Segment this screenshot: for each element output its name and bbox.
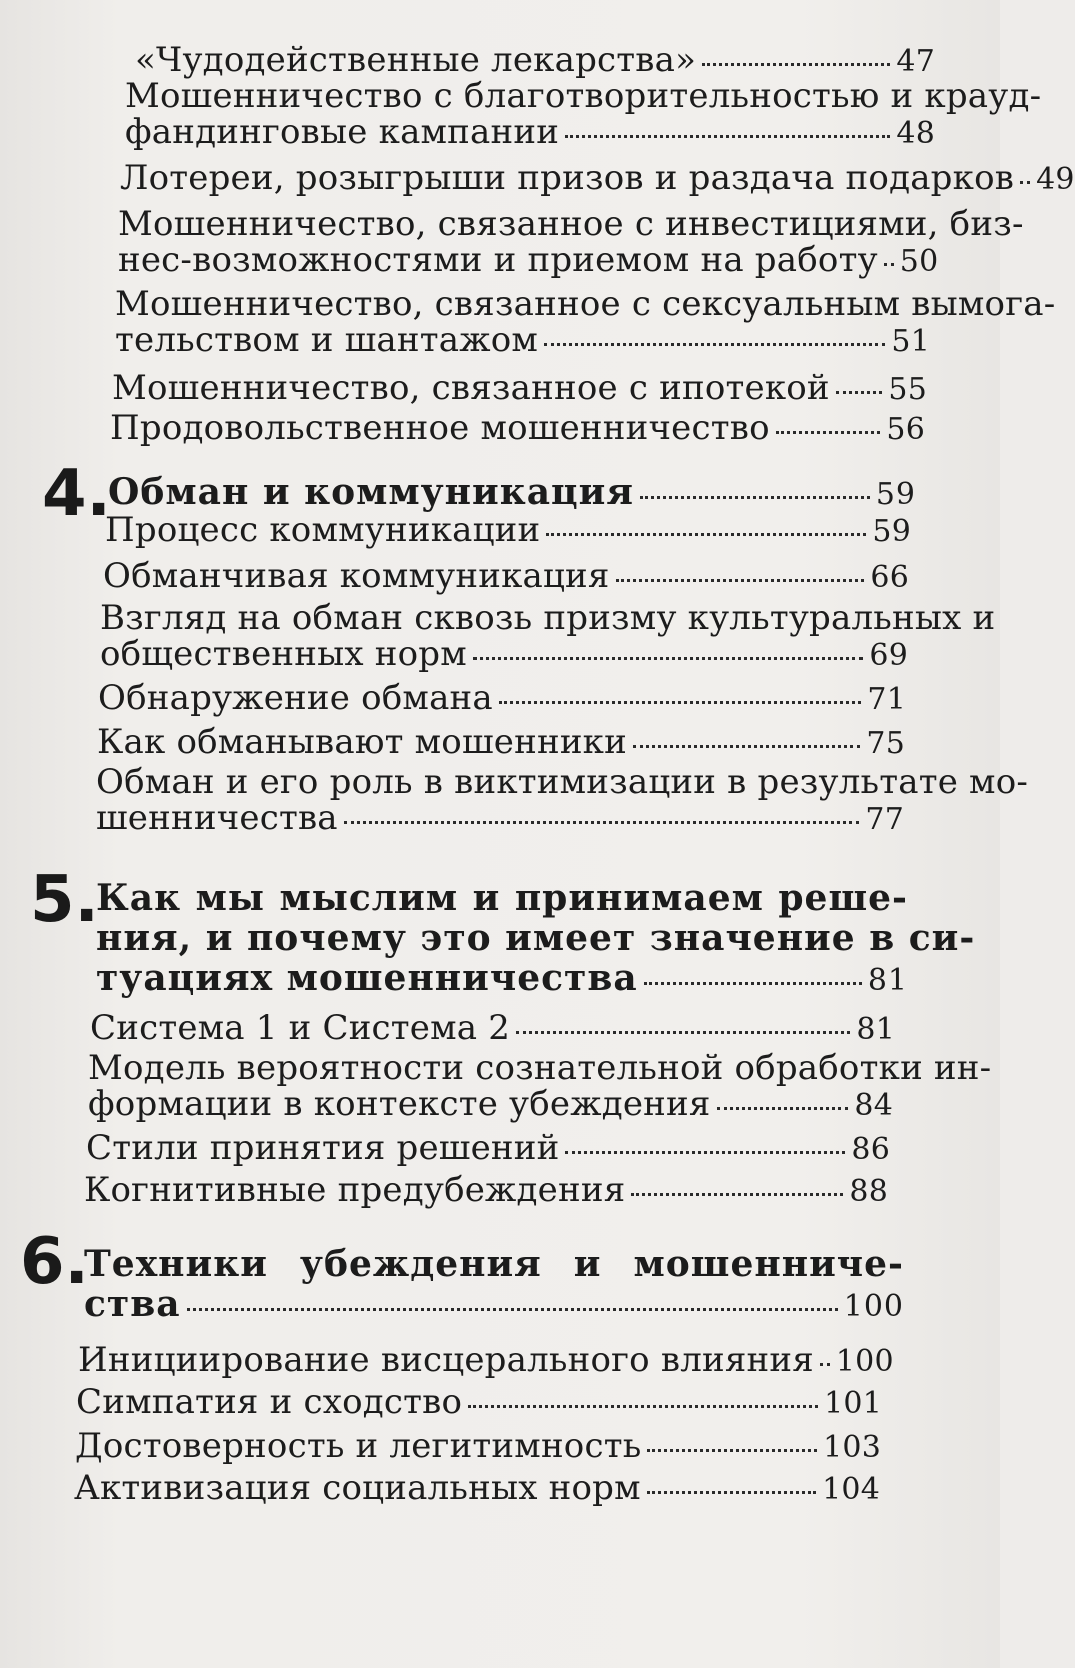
page-number: 47 [896, 44, 935, 79]
toc-entry-last-line [125, 114, 935, 152]
dot-leader [647, 1449, 817, 1452]
toc-entry[interactable] [135, 42, 935, 80]
chapter-title [108, 472, 916, 515]
toc-entry-title: Когнитивные предубеждения [84, 1170, 626, 1210]
toc-entry[interactable] [98, 680, 906, 718]
toc-entry-last-line [98, 680, 906, 718]
dot-leader [499, 701, 862, 704]
toc-entry-title: общественных норм [100, 634, 467, 674]
toc-entry-title: Активизация социальных норм [74, 1468, 641, 1508]
page-number: 66 [870, 560, 909, 595]
toc-entry[interactable] [90, 1010, 895, 1048]
toc-entry[interactable] [97, 724, 905, 762]
toc-entry-last-line [97, 724, 905, 762]
toc-entry-title: Система 1 и Система 2 [90, 1008, 511, 1048]
toc-entry-title: нес-возможностями и приемом на работу [118, 240, 878, 280]
toc-entry-last-line [88, 1086, 893, 1124]
toc-entry-last-line [76, 1384, 882, 1422]
chapter-number: 4. [42, 457, 111, 531]
page-number: 71 [867, 682, 906, 717]
page-number: 84 [854, 1088, 893, 1123]
chapter-title-line: Как мы мыслим и принимаем реше- [96, 877, 908, 919]
page-number: 77 [865, 802, 904, 837]
dot-leader [616, 579, 865, 582]
page-number: 100 [843, 1289, 904, 1324]
toc-entry-last-line [75, 1428, 881, 1466]
toc-entry[interactable] [76, 1384, 882, 1422]
dot-leader [820, 1363, 830, 1366]
toc-entry-line: Взгляд на обман сквозь призму культуральных и [100, 598, 996, 638]
toc-entry-last-line [86, 1130, 890, 1168]
dot-leader [884, 263, 894, 266]
chapter-title-last-line [84, 1284, 904, 1327]
toc-entry-title: Инициирование висцерального влияния [78, 1340, 814, 1380]
toc-entry-title: Обнаружение обмана [98, 678, 493, 718]
chapter-title-text: туациях мошенничества [96, 957, 638, 999]
chapter-heading[interactable] [0, 1225, 1000, 1325]
toc-entry[interactable] [88, 1048, 992, 1124]
dot-leader [1020, 181, 1030, 184]
page-number: 103 [823, 1430, 881, 1465]
dot-leader [516, 1031, 850, 1034]
dot-leader [633, 745, 860, 748]
chapter-title-text: Обман и коммуникация [108, 471, 634, 513]
toc-entry[interactable] [100, 598, 996, 674]
toc-entry-title: Обманчивая коммуникация [103, 556, 610, 596]
toc-entry[interactable] [118, 204, 1024, 280]
page-number: 51 [891, 324, 930, 359]
toc-entry-title: фандинговые кампании [125, 112, 560, 152]
chapter-title [84, 1244, 904, 1327]
toc-entry[interactable] [96, 762, 1029, 838]
page-number: 81 [856, 1012, 895, 1047]
chapter-number: 6. [20, 1225, 89, 1299]
toc-entry-last-line [74, 1470, 880, 1508]
page-number: 100 [835, 1344, 894, 1379]
toc-entry[interactable] [125, 76, 1042, 152]
chapter-title-text: ства [84, 1283, 181, 1325]
toc-entry-last-line [135, 42, 935, 80]
toc-entry[interactable] [110, 410, 925, 448]
toc-entry-last-line [115, 322, 930, 360]
page-number: 75 [866, 726, 905, 761]
page-number: 50 [899, 244, 939, 279]
toc-entry[interactable] [120, 158, 1075, 198]
page-number: 69 [869, 638, 908, 673]
toc-entry[interactable] [78, 1340, 894, 1380]
page-number: 104 [822, 1472, 880, 1507]
toc-entry-title: Мошенничество, связанное с ипотекой [112, 368, 830, 408]
toc-entry-last-line [120, 158, 1075, 198]
dot-leader [776, 431, 881, 434]
toc-entry[interactable] [115, 284, 1056, 360]
toc-entry[interactable] [105, 512, 911, 550]
dot-leader [473, 657, 864, 660]
chapter-title-line: Техники убеждения и мошенниче- [84, 1243, 904, 1285]
toc-entry-line: Модель вероятности сознательной обработки ин- [88, 1048, 992, 1088]
toc-entry[interactable] [86, 1130, 890, 1168]
page-number: 49 [1036, 162, 1075, 197]
page-number: 59 [875, 477, 916, 512]
dot-leader [344, 821, 860, 824]
dot-leader [565, 1151, 845, 1154]
toc-entry-title: Стили принятия решений [86, 1128, 560, 1168]
toc-entry-last-line [84, 1172, 888, 1210]
toc-entry-title: «Чудодейственные лекарства» [135, 40, 697, 80]
toc-entry-last-line [112, 370, 927, 408]
dot-leader [717, 1107, 849, 1110]
toc-entry[interactable] [112, 370, 927, 408]
toc-entry[interactable] [103, 558, 909, 596]
toc-entry-title: Как обманывают мошенники [97, 722, 627, 762]
dot-leader [544, 343, 885, 346]
page-number: 101 [824, 1386, 882, 1421]
dot-leader [836, 391, 883, 394]
dot-leader [468, 1405, 818, 1408]
page-number: 88 [849, 1174, 888, 1209]
toc-entry-line: Мошенничество, связанное с сексуальным вымога- [115, 284, 1056, 324]
page-number: 56 [886, 412, 925, 447]
toc-entry-title: Лотереи, розыгрыши призов и раздача подарков [120, 158, 1015, 198]
toc-entry-title: Процесс коммуникации [105, 510, 541, 550]
dot-leader [546, 533, 866, 536]
dot-leader [640, 496, 870, 499]
toc-entry-last-line [118, 240, 939, 280]
dot-leader [644, 982, 862, 985]
toc-entry-last-line [103, 558, 909, 596]
toc-entry-last-line [90, 1010, 895, 1048]
dot-leader [702, 63, 890, 66]
toc-entry-last-line [110, 410, 925, 448]
page-number: 86 [851, 1132, 890, 1167]
dot-leader [565, 135, 890, 138]
toc-entry-title: Продовольственное мошенничество [110, 408, 770, 448]
chapter-title [96, 877, 976, 1001]
toc-entry-last-line [100, 636, 908, 674]
toc-entry-title: шенничества [96, 798, 338, 838]
toc-entry-title: Достоверность и легитимность [75, 1426, 642, 1466]
chapter-heading[interactable] [0, 863, 1000, 999]
dot-leader [631, 1193, 843, 1196]
page-number: 55 [888, 372, 927, 407]
toc-entry-line: Обман и его роль в виктимизации в результате мо- [96, 762, 1029, 802]
toc-entry-last-line [96, 800, 904, 838]
page-number: 59 [872, 514, 911, 549]
chapter-title-last-line [96, 958, 908, 1001]
toc-entry-line: Мошенничество, связанное с инвестициями, биз- [118, 204, 1024, 244]
toc-entry-last-line [78, 1340, 894, 1380]
chapter-title-line: ния, и почему это имеет значение в си- [96, 917, 976, 959]
toc-entry-line: Мошенничество с благотворительностью и крауд- [125, 76, 1042, 116]
toc-entry-last-line [105, 512, 911, 550]
chapter-number: 5. [30, 863, 99, 937]
page-number: 48 [896, 116, 935, 151]
toc-entry-title: Симпатия и сходство [76, 1382, 463, 1422]
page-number: 81 [867, 963, 908, 998]
toc-entry[interactable] [84, 1172, 888, 1210]
toc-entry[interactable] [74, 1470, 880, 1508]
dot-leader [187, 1308, 838, 1311]
chapter-title-last-line [108, 472, 916, 515]
toc-entry[interactable] [75, 1428, 881, 1466]
dot-leader [647, 1491, 816, 1494]
toc-entry-title: тельством и шантажом [115, 320, 539, 360]
toc-entry-title: формации в контексте убеждения [88, 1084, 711, 1124]
